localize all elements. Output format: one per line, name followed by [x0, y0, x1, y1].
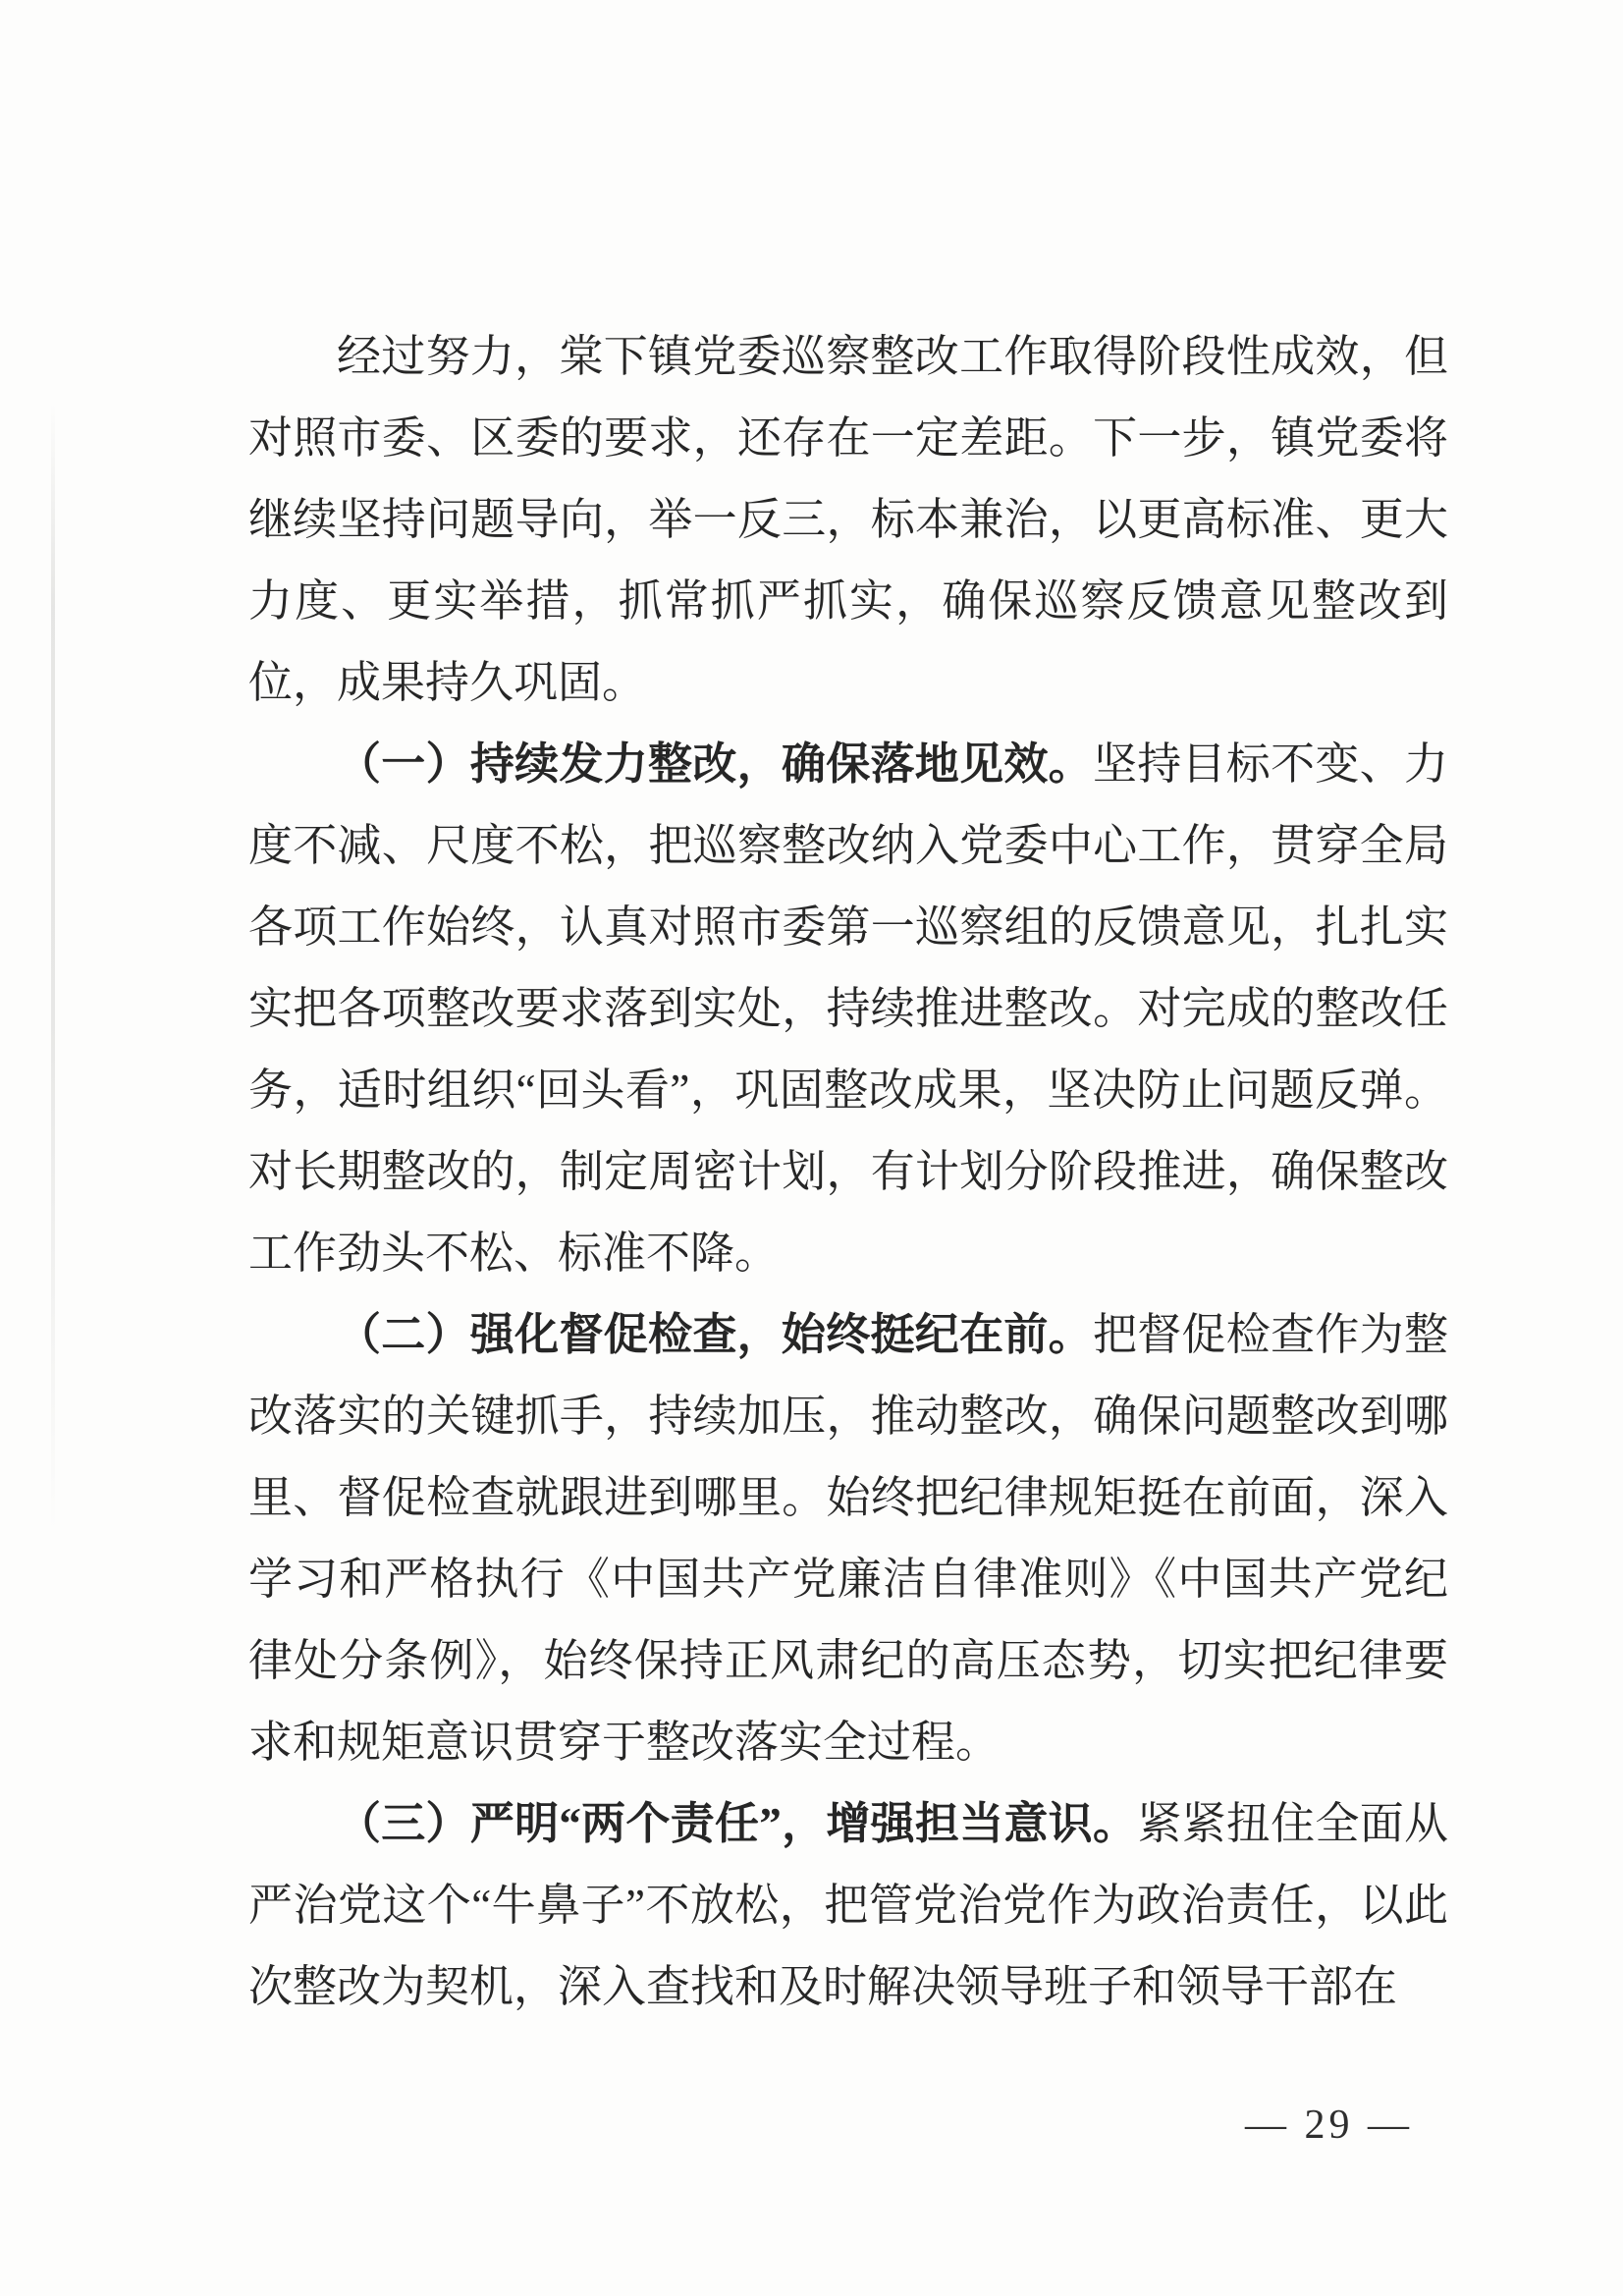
- paragraph-text: 把督促检查作为整改落实的关键抓手，持续加压，推动整改，确保问题整改到哪里、督促检查就跟进到哪里。始终把纪律规矩挺在前面，深入学习和严格执行《中国共产党廉洁自律准则》《中国共产党纪律处分条例》，始终保持正风肃纪的高压态势，切实把纪律要求和规矩意识贯穿于整改落实全过程。: [248, 1310, 1448, 1767]
- paragraph: [248, 1294, 1448, 1783]
- paragraph-text: 坚持目标不变、力度不减、尺度不松，把巡察整改纳入党委中心工作，贯穿全局各项工作始终，认真对照市委第一巡察组的反馈意见，扎扎实实把各项整改要求落到实处，持续推进整改。对完成的整改任务，适时组织“回头看”，巩固整改成果，坚决防止问题反弹。对长期整改的，制定周密计划，有计划分阶段推进，确保整改工作劲头不松、标准不降。: [248, 739, 1448, 1278]
- section-heading: （一）持续发力整改，确保落地见效。: [337, 739, 1093, 789]
- paragraph-text: 经过努力，棠下镇党委巡察整改工作取得阶段性成效，但对照市委、区委的要求，还存在一定差距。下一步，镇党委将继续坚持问题导向，举一反三，标本兼治，以更高标准、更大力度、更实举措，抓常抓严抓实，确保巡察反馈意见整改到位，成果持久巩固。: [248, 332, 1448, 707]
- document-body: [248, 316, 1448, 2028]
- section-heading: （二）强化督促检查，始终挺纪在前。: [337, 1310, 1093, 1359]
- page-number: — 29 —: [1245, 2103, 1413, 2148]
- paragraph: [248, 1783, 1448, 2028]
- paragraph: [248, 316, 1448, 724]
- paragraph: [248, 724, 1448, 1294]
- section-heading: （三）严明“两个责任”，增强担当意识。: [337, 1799, 1138, 1848]
- scan-edge-artifact: [51, 403, 55, 1532]
- paragraph-text: 紧紧扭住全面从严治党这个“牛鼻子”不放松，把管党治党作为政治责任，以此次整改为契机，深入查找和及时解决领导班子和领导干部在: [248, 1799, 1448, 2011]
